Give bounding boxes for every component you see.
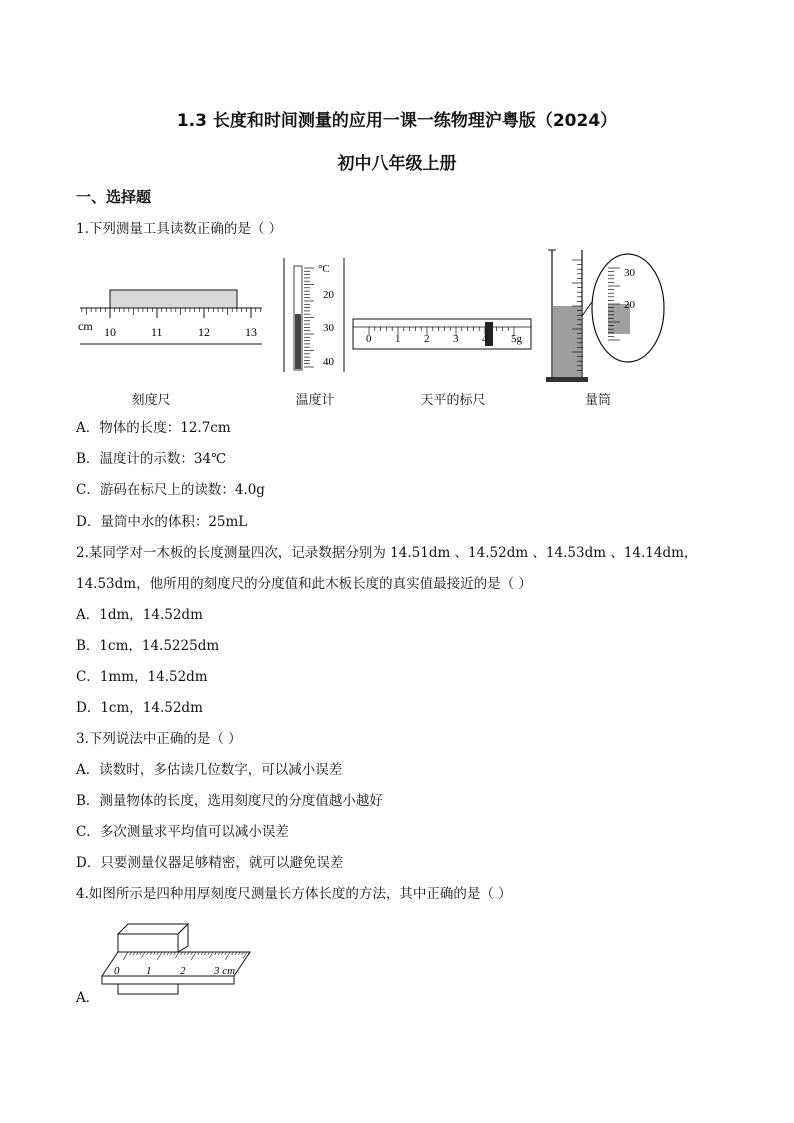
balance-tick-label: 5g xyxy=(511,333,522,345)
question-2-stem-line2: 14.53dm，他所用的刻度尺的分度值和此木板长度的真实值最接近的是（ ） xyxy=(76,576,532,592)
document-subtitle: 初中八年级上册 xyxy=(337,154,457,174)
ruler-tick-label: 13 xyxy=(245,325,257,339)
thermometer-unit: °C xyxy=(318,263,330,275)
balance-tick-label: 3 xyxy=(453,333,459,345)
block xyxy=(118,934,178,952)
balance-tick-label: 4 xyxy=(482,333,488,345)
cylinder-tick-label: 20 xyxy=(624,299,635,311)
q2-option-b: B．1cm，14.5225dm xyxy=(76,638,220,654)
measured-object xyxy=(110,290,237,308)
thermometer-tick-label: 40 xyxy=(323,356,334,368)
document-title: 1.3 长度和时间测量的应用一课一练物理沪粤版（2024） xyxy=(176,111,618,131)
q2-option-c: C．1mm，14.52dm xyxy=(76,669,208,685)
thermometer-tick-label: 30 xyxy=(323,322,334,334)
q4-tick-label: 2 xyxy=(180,965,186,977)
q1-option-d: D．量筒中水的体积：25mL xyxy=(76,514,248,530)
question-4-stem: 4.如图所示是四种用厚刻度尺测量长方体长度的方法，其中正确的是（ ） xyxy=(76,886,512,902)
q1-option-b: B．温度计的示数：34℃ xyxy=(76,451,227,467)
q3-option-b: B．测量物体的长度，选用刻度尺的分度值越小越好 xyxy=(76,793,383,809)
ruler-ticks xyxy=(82,308,261,318)
ruler-unit: cm xyxy=(78,319,93,333)
q4-option-a-label: A． xyxy=(76,990,100,1006)
ruler-caption: 刻度尺 xyxy=(131,393,171,408)
thermometer-caption: 温度计 xyxy=(295,393,335,408)
q4-tick-label: 0 xyxy=(114,965,120,977)
question-3-stem: 3.下列说法中正确的是（ ） xyxy=(76,731,242,747)
balance-tick-label: 0 xyxy=(366,333,372,345)
q2-option-a: A．1dm，14.52dm xyxy=(76,607,203,623)
q3-option-d: D．只要测量仪器足够精密，就可以避免误差 xyxy=(76,855,344,871)
q3-option-a: A．读数时，多估读几位数字，可以减小误差 xyxy=(76,762,343,778)
ruler-tick-label: 11 xyxy=(151,325,163,339)
measuring-cylinder-figure xyxy=(546,246,670,386)
question-1-stem: 1.下列测量工具读数正确的是（ ） xyxy=(76,221,283,237)
balance-tick-label: 1 xyxy=(395,333,401,345)
q4-ruler-figure xyxy=(98,918,254,998)
question-2-stem-line1: 2.某同学对一木板的长度测量四次，记录数据分别为 14.51dm 、14.52dm 、14.53dm 、14.14dm， xyxy=(76,545,698,561)
cylinder-water xyxy=(553,306,581,377)
section-heading: 一、选择题 xyxy=(76,188,152,206)
q1-option-a: A．物体的长度：12.7cm xyxy=(76,420,231,436)
thermometer-tick-label: 20 xyxy=(323,289,334,301)
balance-scale-figure xyxy=(352,318,532,350)
cylinder-tick-label: 30 xyxy=(624,267,635,279)
q3-option-c: C．多次测量求平均值可以减小误差 xyxy=(76,824,289,840)
ruler-tick-label: 10 xyxy=(104,325,116,339)
thermometer-mercury xyxy=(295,314,301,369)
balance-scale-caption: 天平的标尺 xyxy=(420,393,486,408)
balance-tick-label: 2 xyxy=(424,333,430,345)
q1-option-c: C．游码在标尺上的读数：4.0g xyxy=(76,482,265,498)
ruler-figure xyxy=(76,282,266,348)
q4-tick-label: 3 cm xyxy=(214,965,236,977)
q2-option-d: D．1cm，14.52dm xyxy=(76,700,203,716)
thermometer-figure xyxy=(282,256,346,374)
thermometer-ticks xyxy=(304,268,314,367)
cylinder-caption: 量筒 xyxy=(584,393,611,408)
q4-tick-label: 1 xyxy=(146,965,152,977)
ruler-tick-label: 12 xyxy=(198,325,210,339)
